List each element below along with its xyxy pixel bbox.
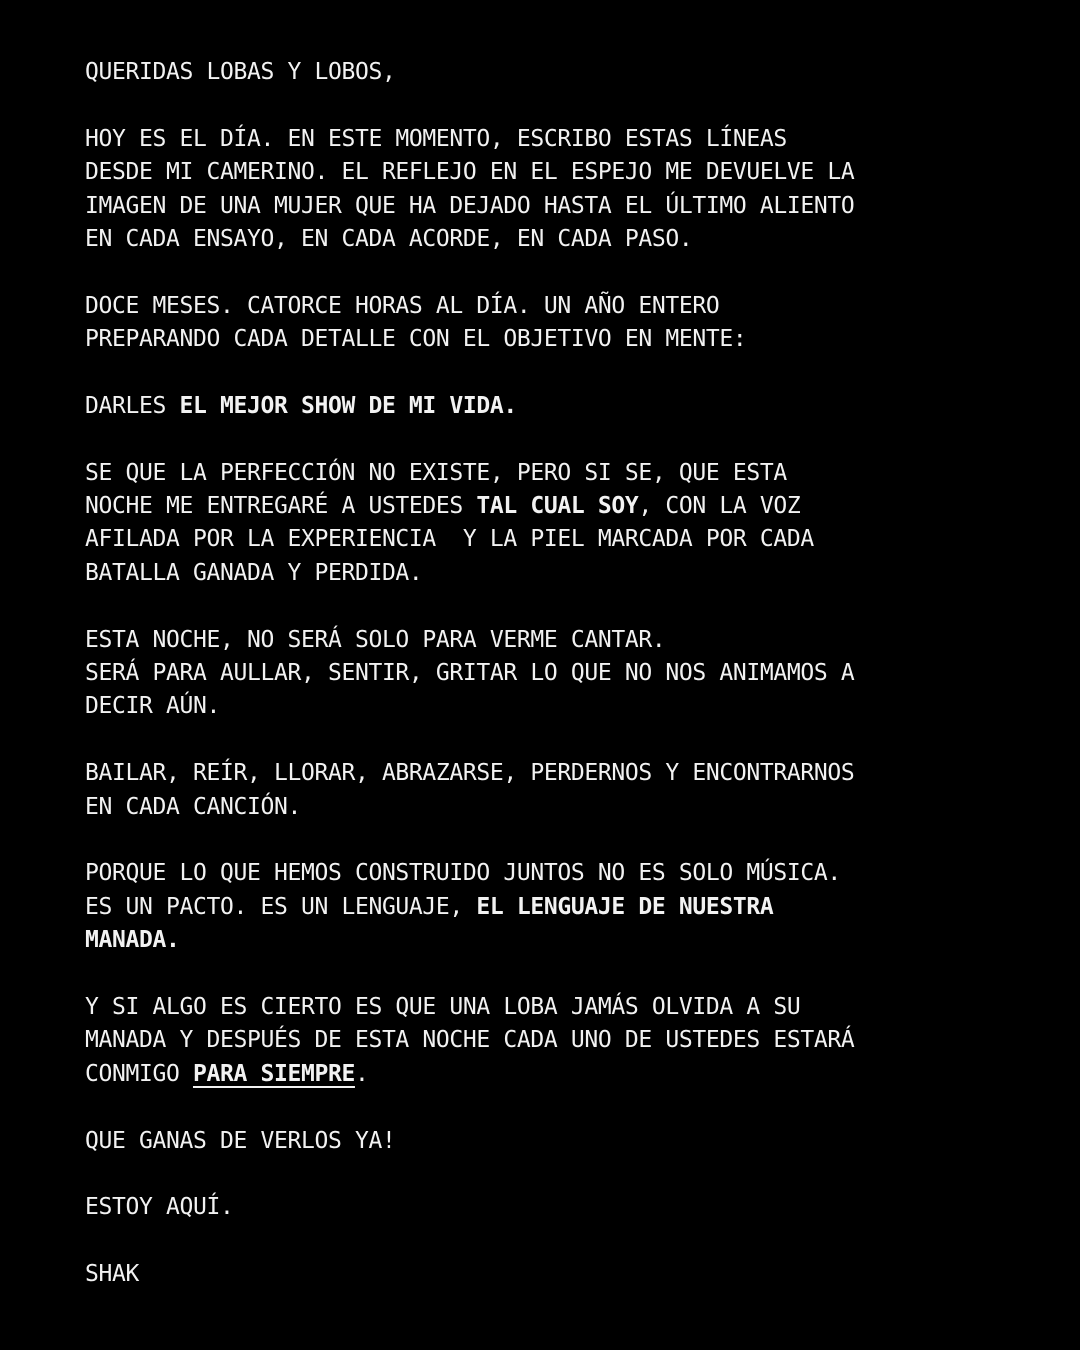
letter-line: [85, 857, 1020, 890]
letter-line: [85, 657, 1020, 690]
letter-line: [85, 223, 1020, 256]
letter-text: PREPARANDO CADA DETALLE CON EL OBJETIVO EN MENTE:: [85, 326, 747, 353]
letter-line: [85, 757, 1020, 790]
letter-paragraph: [85, 1258, 1020, 1291]
letter-line: [85, 1258, 1020, 1291]
letter-text: .: [354, 1060, 369, 1087]
letter-line: [85, 924, 1020, 957]
letter-line: [85, 123, 1020, 156]
letter-text: EN CADA ENSAYO, EN CADA ACORDE, EN CADA PASO.: [85, 225, 693, 252]
letter-text: ESTOY AQUÍ.: [85, 1194, 234, 1221]
letter-text: DOCE MESES. CATORCE HORAS AL DÍA. UN AÑO ENTERO: [85, 292, 720, 319]
underlined-emphasis-text: PARA SIEMPRE: [192, 1060, 355, 1087]
letter-line: [85, 490, 1020, 523]
letter-text: ESTA NOCHE, NO SERÁ SOLO PARA VERME CANTAR.: [85, 626, 666, 653]
letter-text: QUE GANAS DE VERLOS YA!: [85, 1127, 396, 1154]
letter-text: HOY ES EL DÍA. EN ESTE MOMENTO, ESCRIBO ESTAS LÍNEAS: [85, 125, 787, 152]
letter-line: [85, 991, 1020, 1024]
letter-line: [85, 891, 1020, 924]
emphasis-text: MANADA.: [85, 927, 180, 954]
letter-line: [85, 290, 1020, 323]
letter-text: EN CADA CANCIÓN.: [85, 793, 301, 820]
letter-line: [85, 1125, 1020, 1158]
letter-line: [85, 1058, 1020, 1091]
letter-paragraph: [85, 624, 1020, 724]
letter-text: Y SI ALGO ES CIERTO ES QUE UNA LOBA JAMÁS OLVIDA A SU: [85, 993, 801, 1020]
emphasis-text: EL LENGUAJE DE NUESTRA: [476, 893, 774, 920]
letter-paragraph: [85, 56, 1020, 89]
letter-text: MANADA Y DESPUÉS DE ESTA NOCHE CADA UNO DE USTEDES ESTARÁ: [85, 1027, 855, 1054]
letter-text: NOCHE ME ENTREGARÉ A USTEDES: [85, 493, 477, 520]
letter-line: [85, 690, 1020, 723]
letter-text: AFILADA POR LA EXPERIENCIA Y LA PIEL MARCADA POR CADA: [85, 526, 814, 553]
emphasis-text: EL MEJOR SHOW DE MI VIDA.: [179, 392, 517, 419]
letter-text: QUERIDAS LOBAS Y LOBOS,: [85, 59, 396, 85]
letter-text: SERÁ PARA AULLAR, SENTIR, GRITAR LO QUE NO NOS ANIMAMOS A: [85, 660, 855, 687]
letter-line: [85, 624, 1020, 657]
letter-paragraph: [85, 757, 1020, 824]
letter-line: [85, 56, 1020, 89]
letter-paragraph: [85, 1191, 1020, 1224]
letter-line: [85, 1191, 1020, 1224]
letter-paragraph: [85, 290, 1020, 357]
letter-paragraph: [85, 457, 1020, 591]
letter-text: DECIR AÚN.: [85, 693, 220, 720]
letter-paragraph: [85, 857, 1020, 957]
letter-line: [85, 791, 1020, 824]
letter-line: [85, 523, 1020, 556]
letter-text: ES UN PACTO. ES UN LENGUAJE,: [85, 893, 477, 920]
letter-paragraph: [85, 991, 1020, 1091]
letter-text: SE QUE LA PERFECCIÓN NO EXISTE, PERO SI SE, QUE ESTA: [85, 459, 787, 486]
letter-line: [85, 323, 1020, 356]
letter-paragraph: [85, 123, 1020, 257]
letter-text: BAILAR, REÍR, LLORAR, ABRAZARSE, PERDERNOS Y ENCONTRARNOS: [85, 760, 855, 787]
letter-text: , CON LA VOZ: [638, 493, 801, 520]
letter-text: SHAK: [85, 1261, 139, 1288]
letter-text: IMAGEN DE UNA MUJER QUE HA DEJADO HASTA EL ÚLTIMO ALIENTO: [85, 192, 855, 219]
letter-line: [85, 557, 1020, 590]
letter-line: [85, 156, 1020, 189]
letter-text: PORQUE LO QUE HEMOS CONSTRUIDO JUNTOS NO ES SOLO MÚSICA.: [85, 860, 841, 887]
letter-paragraph: [85, 1125, 1020, 1158]
letter-paragraph: [85, 390, 1020, 423]
letter-line: [85, 457, 1020, 490]
letter-text: DARLES: [85, 392, 180, 419]
letter-text: BATALLA GANADA Y PERDIDA.: [85, 559, 423, 586]
letter-line: [85, 190, 1020, 223]
letter-text: DESDE MI CAMERINO. EL REFLEJO EN EL ESPEJO ME DEVUELVE LA: [85, 159, 855, 186]
letter-line: [85, 390, 1020, 423]
letter-line: [85, 1024, 1020, 1057]
emphasis-text: TAL CUAL SOY: [476, 493, 639, 520]
letter-text: CONMIGO: [85, 1060, 193, 1087]
